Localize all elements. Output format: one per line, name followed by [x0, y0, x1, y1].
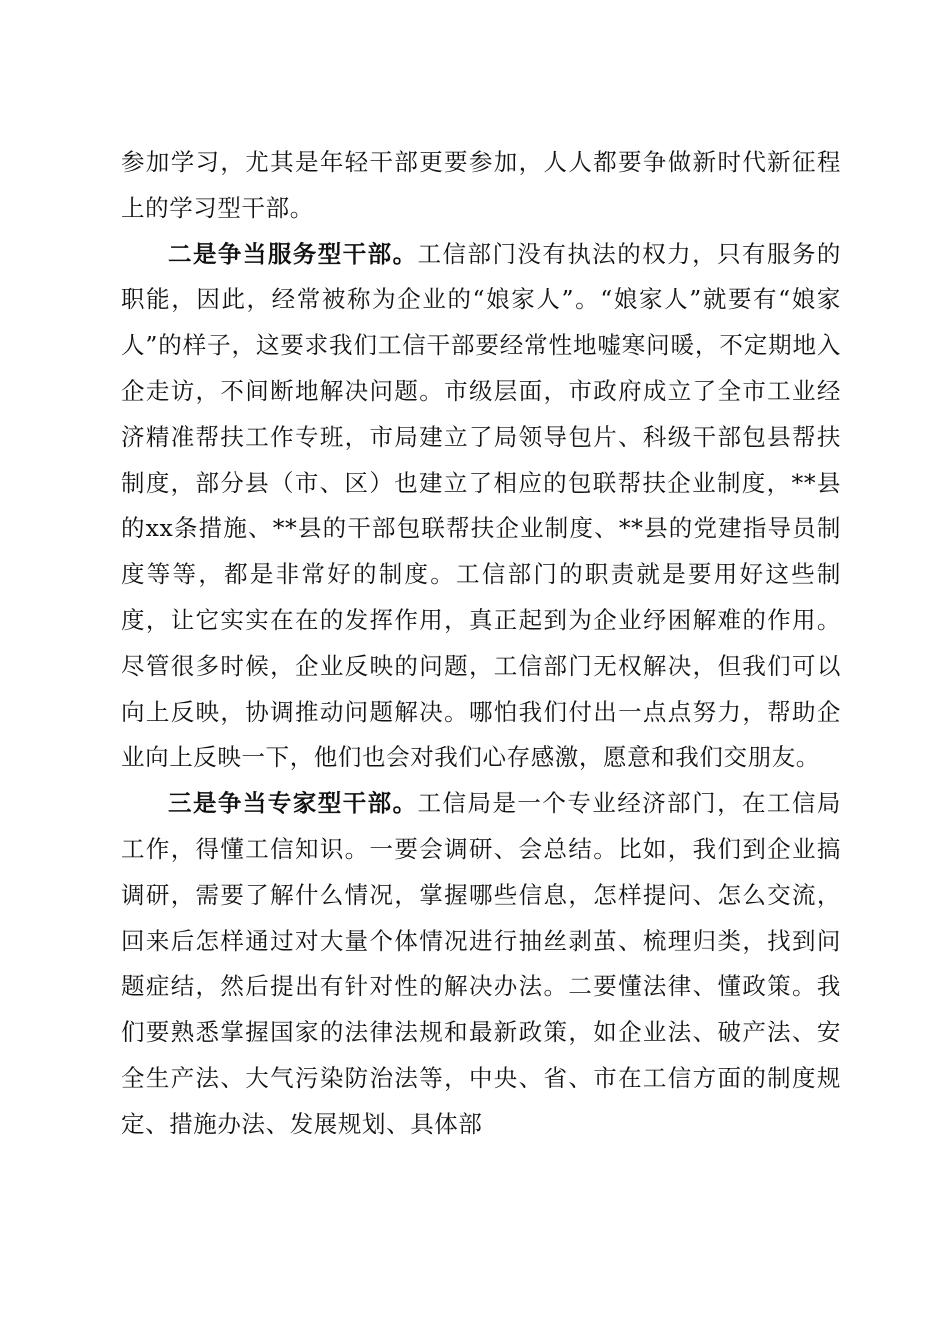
paragraph-heading: 三是争当专家型干部。 [168, 789, 418, 818]
paragraph-service-cadre [121, 232, 841, 782]
paragraph-heading: 二是争当服务型干部。 [168, 239, 418, 268]
paragraph-text: 工信局是一个专业经济部门，在工信局工作，得懂工信知识。一要会调研、会总结。比如，我们到企业搞调研，需要了解什么情况，掌握哪些信息，怎样提问、怎么交流，回来后怎样通过对大量个体情况进行抽丝剥茧、梳理归类，找到问题症结，然后提出有针对性的解决办法。二要懂法律、懂政策。我们要熟悉掌握国家的法律法规和最新政策，如企业法、破产法、安全生产法、大气污染防治法等，中央、省、市在工信方面的制度规定、措施办法、发展规划、具体部 [121, 789, 841, 1138]
paragraph-expert-cadre [121, 781, 841, 1147]
paragraph-continuation [121, 140, 841, 232]
paragraph-text: 参加学习，尤其是年轻干部更要参加，人人都要争做新时代新征程上的学习型干部。 [121, 148, 841, 222]
paragraph-text: 工信部门没有执法的权力，只有服务的职能，因此，经常被称为企业的“娘家人”。“娘家人”就要有“娘家人”的样子，这要求我们工信干部要经常性地嘘寒问暖，不定期地入企走访，不间断地解决问题。市级层面，市政府成立了全市工业经济精准帮扶工作专班，市局建立了局领导包片、科级干部包县帮扶制度，部分县（市、区）也建立了相应的包联帮扶企业制度，**县的xx条措施、**县的干部包联帮扶企业制度、**县的党建指导员制度等等，都是非常好的制度。工信部门的职责就是要用好这些制度，让它实实在在的发挥作用，真正起到为企业纾困解难的作用。尽管很多时候，企业反映的问题，工信部门无权解决，但我们可以向上反映，协调推动问题解决。哪怕我们付出一点点努力，帮助企业向上反映一下，他们也会对我们心存感激，愿意和我们交朋友。 [121, 239, 841, 772]
document-body [121, 140, 841, 1148]
